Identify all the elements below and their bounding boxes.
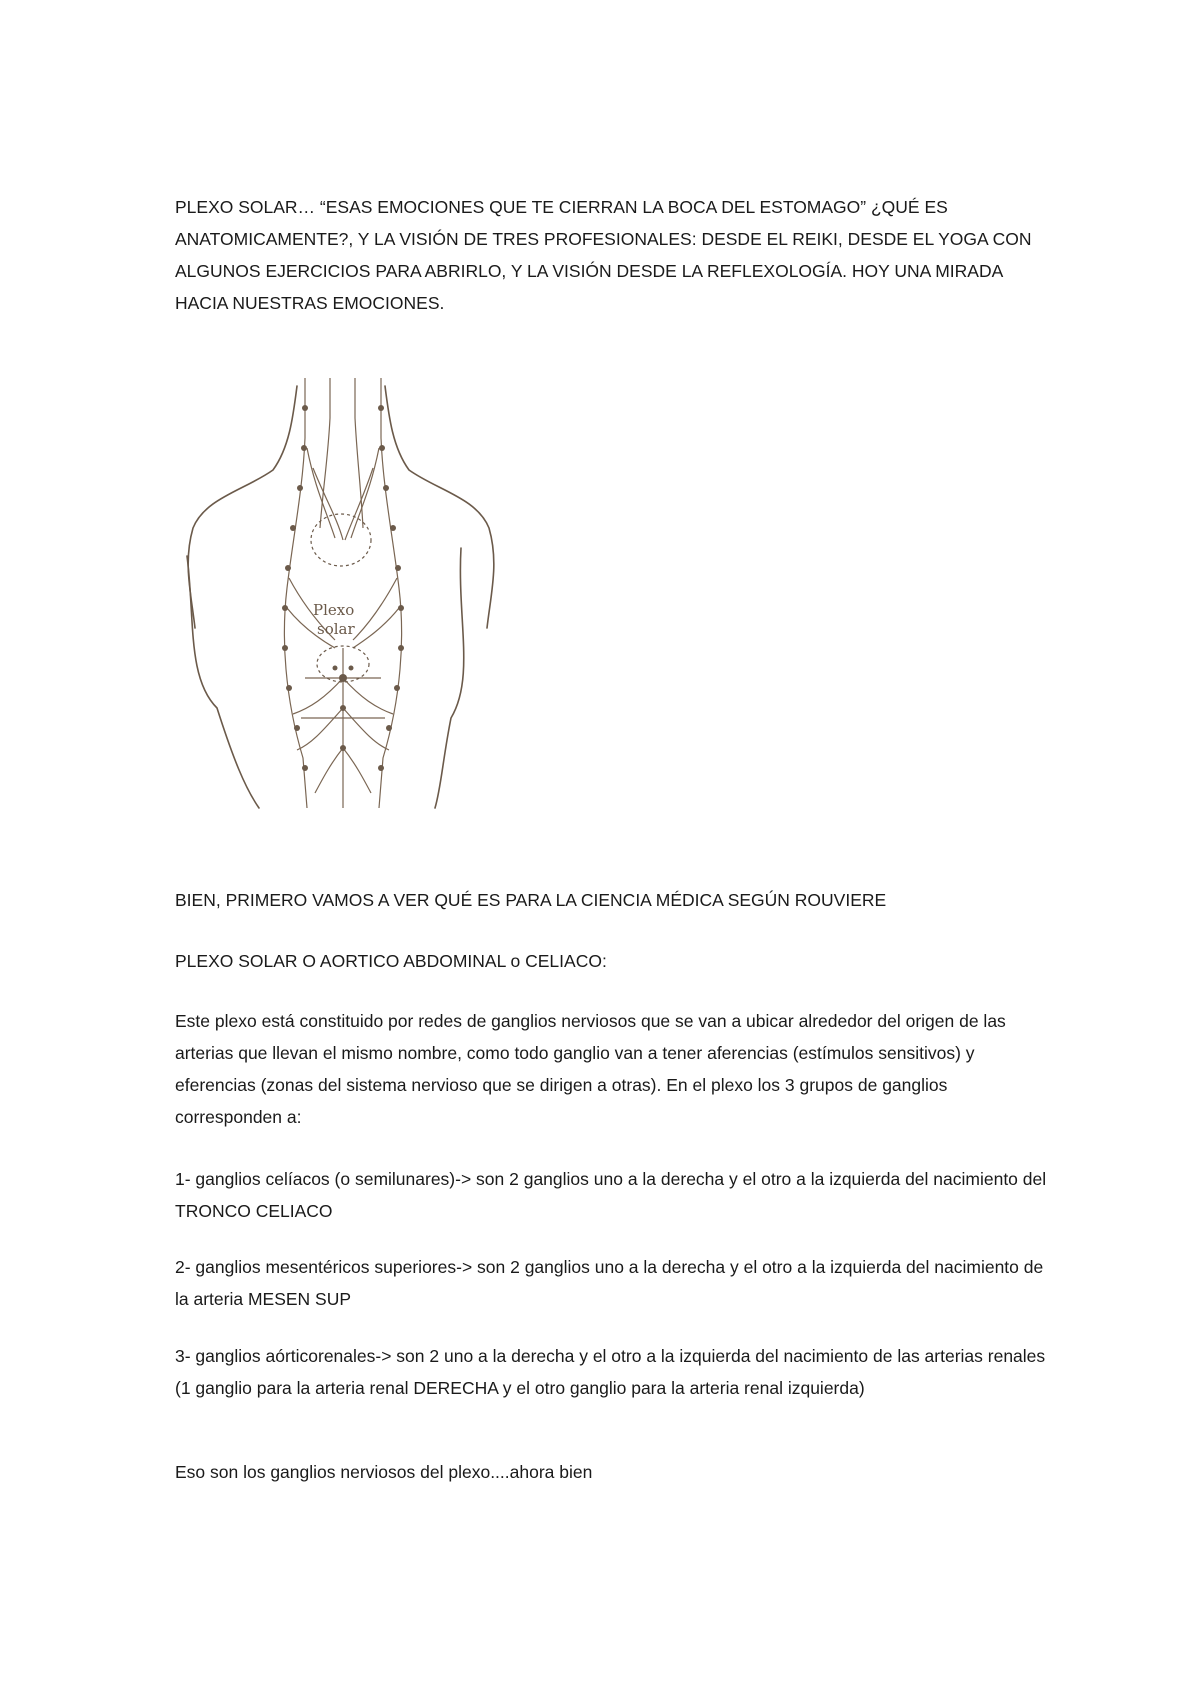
vagus-left: [320, 378, 330, 528]
torso-outline-right: [385, 386, 494, 628]
figure-label-line2: solar: [317, 620, 355, 638]
closing-paragraph: [175, 1456, 1055, 1488]
body-paragraph: [175, 1005, 1055, 1133]
nerve-chain-left: [284, 378, 307, 808]
fiber: [343, 708, 389, 750]
fiber: [307, 448, 335, 538]
intro-text: PLEXO SOLAR… “ESAS EMOCIONES QUE TE CIERRAN LA BOCA DEL ESTOMAGO” ¿QUÉ ES ANATOMICAMENTE?, Y LA VISIÓN DE TRES PROFESIONALES: DESDE EL REIKI, DESDE EL YOGA CON ALGUNOS EJERCICIOS PARA ABRIRLO, Y LA VISIÓN DESDE LA REFLEXOLOGÍA. HOY UNA MIRADA HACIA NUESTRAS EMOCIONES.: [175, 197, 1032, 313]
list-item: [175, 1163, 1055, 1227]
closing-text: Eso son los ganglios nerviosos del plexo....ahora bien: [175, 1462, 593, 1482]
fiber: [293, 678, 343, 714]
section-heading-2-text: PLEXO SOLAR O AORTICO ABDOMINAL o CELIACO:: [175, 951, 607, 971]
list-item-1-text: 1- ganglios celíacos (o semilunares)-> son 2 ganglios uno a la derecha y el otro a la izquierda del nacimiento del TRONCO CELIACO: [175, 1169, 1047, 1221]
nerve-chain-right: [379, 378, 402, 808]
torso-outline-left-lower: [187, 556, 259, 808]
list-item: [175, 1251, 1055, 1315]
fiber: [297, 708, 343, 750]
fiber: [353, 578, 397, 640]
section-heading-1: [175, 884, 1055, 916]
section-heading-1-text: BIEN, PRIMERO VAMOS A VER QUÉ ES PARA LA CIENCIA MÉDICA SEGÚN ROUVIERE: [175, 890, 887, 910]
list-item-2-text: 2- ganglios mesentéricos superiores-> son 2 ganglios uno a la derecha y el otro a la izquierda del nacimiento de la arteria MESEN SUP: [175, 1257, 1044, 1309]
list-item: [175, 1340, 1055, 1404]
fiber: [315, 748, 343, 793]
torso-outline-right-lower: [435, 548, 464, 808]
intro-paragraph: [175, 191, 1055, 319]
solar-plexus-illustration: [185, 378, 505, 818]
list-item-3-text: 3- ganglios aórticorenales-> son 2 uno a la derecha y el otro a la izquierda del nacimiento de las arterias renales (1 ganglio para la arteria renal DERECHA y el otro ganglio para la arteria renal izquierda): [175, 1346, 1046, 1398]
section-heading-2: [175, 945, 1055, 977]
fiber: [313, 468, 343, 540]
body-paragraph-text: Este plexo está constituido por redes de ganglios nerviosos que se van a ubicar alrededor del origen de las arterias que llevan el mismo nombre, como todo ganglio van a tener aferencias (estímulos sensitivos) y eferencias (zonas del sistema nervioso que se dirigen a otras). En el plexo los 3 grupos de ganglios corresponden a:: [175, 1011, 1006, 1127]
fiber: [343, 748, 371, 793]
torso-outline-left: [188, 386, 297, 628]
fiber: [353, 608, 399, 648]
fiber: [343, 678, 393, 714]
heart-plexus-outline: [311, 514, 371, 566]
figure-label-line1: Plexo: [313, 601, 355, 619]
